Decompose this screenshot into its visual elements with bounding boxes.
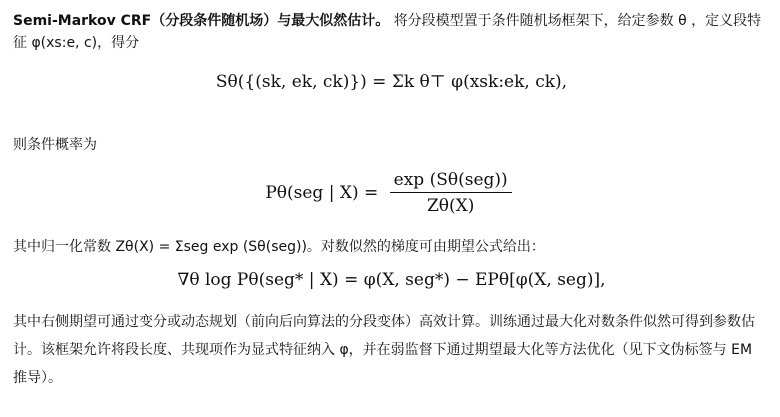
probability-left: Pθ(seg | X) = (265, 182, 384, 203)
partition-paragraph: 其中归一化常数 Zθ(X) = Σseg exp (Sθ(seg))。对数似然的梯度可由期望公式给出： (13, 239, 545, 255)
probability-fraction (390, 170, 512, 217)
section-title: Semi-Markov CRF（分段条件随机场）与最大似然估计。 (13, 13, 390, 29)
score-formula (13, 72, 770, 126)
probability-numerator: exp (Sθ(seg)) (390, 170, 512, 193)
intro-text: 将分段模型置于条件随机场框架下，给定参数 θ ，定义段特征 φ(xs:e, c)，得分 (13, 13, 762, 51)
closing-paragraph: 其中右侧期望可通过变分或动态规划（前向后向算法的分段变体）高效计算。训练通过最大化对数条件似然可得到参数估计。该框架允许将段长度、共现项作为显式特征纳入 φ，并在弱监督下通过期望最大化等方法优化（见下文伪标签与 EM 推导）。 (13, 314, 755, 386)
probability-denominator: Zθ(X) (426, 196, 475, 217)
probability-formula (13, 170, 770, 226)
intro-paragraph (13, 0, 770, 54)
gradient-formula-text: ∇θ log Pθ(seg* | X) = φ(X, seg*) − EPθ[φ(X, seg)], (177, 270, 606, 290)
probability-intro: 则条件概率为 (13, 137, 97, 153)
gradient-formula (13, 270, 770, 300)
score-formula-text: Sθ({(sk, ek, ck)}) = Σk θ⊤ φ(xsk:ek, ck), (215, 72, 568, 92)
